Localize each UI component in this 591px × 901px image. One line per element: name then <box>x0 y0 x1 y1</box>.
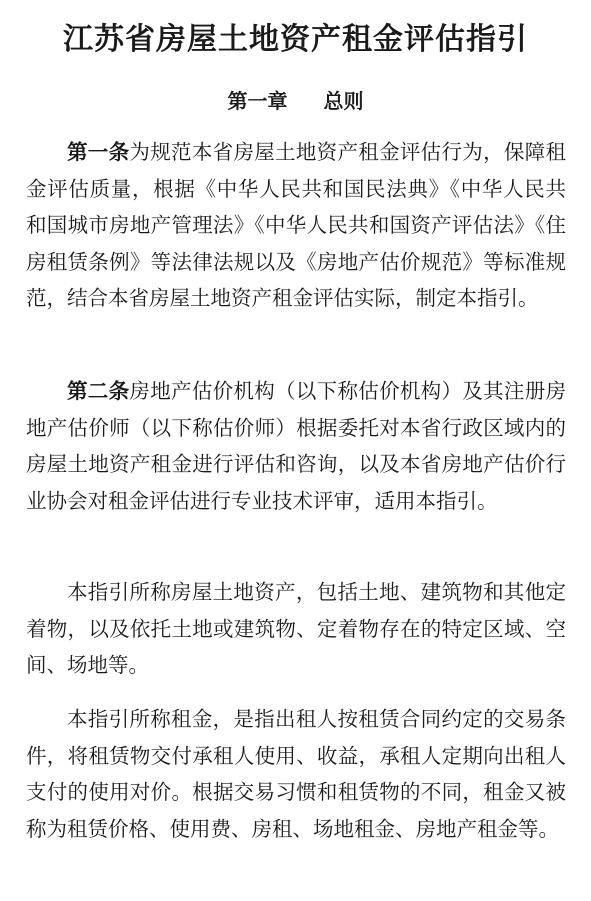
chapter-name: 总则 <box>323 89 364 113</box>
paragraph-text: 本指引所称房屋土地资产，包括土地、建筑物和其他定着物，以及依托土地或建筑物、定着物存在的特定区域、空间、场地等。 <box>26 580 566 677</box>
document-title: 江苏省房屋土地资产租金评估指引 <box>63 22 528 57</box>
article-number: 第一条 <box>67 140 130 164</box>
article-text: 为规范本省房屋土地资产租金评估行为，保障租金评估质量，根据《中华人民共和国民法典》《中华人民共和国城市房地产管理法》《中华人民共和国资产评估法》《住房租赁条例》等法律法规以及《房地产估价规范》等标准规范，结合本省房屋土地资产租金评估实际，制定本指引。 <box>26 140 567 310</box>
article-paragraph <box>26 134 566 317</box>
body-paragraph <box>26 701 566 847</box>
body-paragraph <box>26 574 566 684</box>
article-paragraph <box>26 373 566 519</box>
article-number: 第二条 <box>67 379 130 403</box>
chapter-heading <box>0 86 591 116</box>
paragraph-text: 本指引所称租金，是指出租人按租赁合同约定的交易条件，将租赁物交付承租人使用、收益，承租人定期向出租人支付的使用对价。根据交易习惯和租赁物的不同，租金又被称为租赁价格、使用费、房租、场地租金、房地产租金等。 <box>26 707 566 841</box>
article-text: 房地产估价机构（以下称估价机构）及其注册房地产估价师（以下称估价师）根据委托对本省行政区域内的房屋土地资产租金进行评估和咨询，以及本省房地产估价行业协会对租金评估进行专业技术评审，适用本指引。 <box>26 379 567 513</box>
chapter-number: 第一章 <box>227 89 288 113</box>
